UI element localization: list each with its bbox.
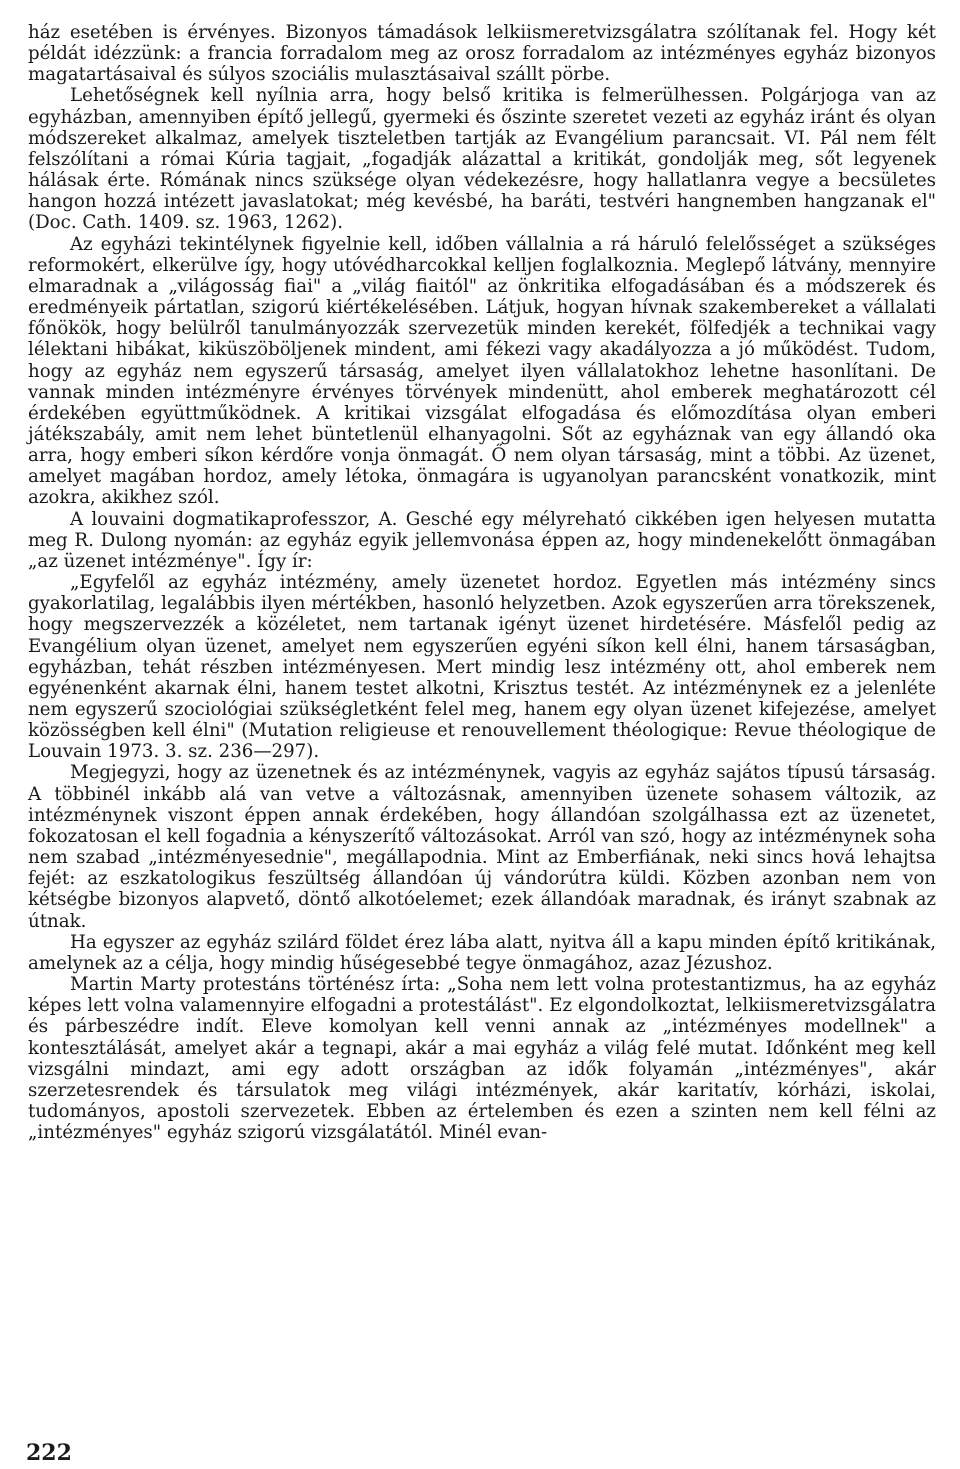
page-number: 222 (26, 1440, 72, 1466)
paragraph-7: Martin Marty protestáns történész írta: „Soha nem lett volna protestantizmus, ha az egyház képes lett volna valamennyire elfogadni a protestálást". Ez elgondolkoztat, lelkiismeretvizsgálatra és párbeszédre indít. Eleve komolyan kell venni annak az „intézményes modellnek" a kontesztálását, amelyet akár a tegnapi, akár a mai egyház a világ felé mutat. Időnként meg kell vizsgálni mindazt, ami egy adott országban az idők folyamán „intézményes", akár szerzetesrendek és társulatok meg világi intézmények, akár karitatív, kórházi, iskolai, tudományos, apostoli szervezetek. Ebben az értelemben és ezen a szinten nem kell félni az „intézményes" egyház szigorú vizsgálatától. Minél evan- (28, 974, 936, 1144)
paragraph-6: Ha egyszer az egyház szilárd földet érez lába alatt, nyitva áll a kapu minden építő kritikának, amelynek az a célja, hogy mindig hűségesebbé tegye önmagához, azaz Jézushoz. (28, 931, 936, 974)
paragraph-3: A louvaini dogmatikaprofesszor, A. Gesché egy mélyreható cikkében igen helyesen mutatta meg R. Dulong nyomán: az egyház egyik jellemvonása éppen az, hogy mindenekelőtt önmagában „az üzenet intézménye". Így ír: (28, 508, 936, 572)
paragraph-2: Az egyházi tekintélynek figyelnie kell, időben vállalnia a rá háruló felelősséget a szükséges reformokért, elkerülve így, hogy utóvédharcokkal kelljen foglalkoznia. Meglepő látvány, mennyire elmaradnak a „világosság fiai" a „világ fiaitól" az önkritika elfogadásában és a módszerek és eredményeik pártatlan, szigorú kiértékelésében. Látjuk, hogyan hívnak szakembereket a vállalati főnökök, hogy belülről tanulmányozzák szervezetük minden kerekét, fölfedjék a technikai vagy lélektani hibákat, kiküszöböljenek mindent, ami fékezi vagy akadályozza a jó működést. Tudom, hogy az egyház nem egyszerű társaság, amelyet ilyen vállalatokhoz lehetne hasonlítani. De vannak minden intézményre érvényes törvények mindenütt, ahol emberek meghatározott cél érdekében együttműködnek. A kritikai vizsgálat elfogadása és előmozdítása olyan emberi játékszabály, amit nem lehet büntetlenül elhanyagolni. Sőt az egyháznak van egy állandó oka arra, hogy emberi síkon kérdőre vonja önmagát. Ő nem olyan társaság, mint a többi. Az üzenet, amelyet magában hordoz, amely létoka, önmagára is ugyanolyan parancsként vonatkozik, mint azokra, akikhez szól. (28, 233, 936, 509)
paragraph-5: Megjegyzi, hogy az üzenetnek és az intézménynek, vagyis az egyház sajátos típusú társaság. A többinél inkább alá van vetve a változásnak, amennyiben üzenete sohasem változik, az intézménynek viszont éppen annak érdekében, hogy állandóan szolgálhassa ezt az üzenetet, fokozatosan el kell fogadnia a kényszerítő változásokat. Arról van szó, hogy az intézménynek soha nem szabad „intézményesednie", megállapodnia. Mint az Emberfiának, neki sincs hová lehajtsa fejét: az eszkatologikus feszültség állandóan új vándorútra küldi. Közben azonban nem von kétségbe bizonyos alapvető, döntő alkotóelemet; ezek állandóak maradnak, és irányt szabnak az útnak. (28, 762, 936, 932)
paragraph-4: „Egyfelől az egyház intézmény, amely üzenetet hordoz. Egyetlen más intézmény sincs gyakorlatilag, legalábbis ilyen mértékben, hasonló helyzetben. Azok egyszerűen arra törekszenek, hogy megszervezzék a közéletet, nem tartanak igényt üzenet hirdetésére. Másfelől pedig az Evangélium olyan üzenet, amelyet nem egyszerűen egyéni síkon kell élni, hanem társaságban, egyházban, tehát részben intézményesen. Mert mindig lesz intézmény ott, ahol emberek nem egyénenként akarnak élni, hanem testet alkotni, Krisztus testét. Az intézménynek ez a jelenléte nem egyszerű szociológiai szükségletként felel meg, hanem egy olyan üzenet kifejezése, amelyet közösségben kell élni" (Mutation religieuse et renouvellement théologique: Revue théologique de Louvain 1973. 3. sz. 236—297). (28, 572, 936, 763)
paragraph-1: Lehetőségnek kell nyílnia arra, hogy belső kritika is felmerülhessen. Polgárjoga van az egyházban, amennyiben építő jellegű, gyermeki és őszinte szeretet vezeti az egyház iránt és olyan módszereket alkalmaz, amelyek tiszteletben tartják az Evangélium parancsait. VI. Pál nem félt felszólítani a római Kúria tagjait, „fogadják alázattal a kritikát, gondolják meg, sőt legyenek hálásak érte. Rómának nincs szüksége olyan védekezésre, hogy hallatlanra vegye a becsületes hangon hozzá intézett javaslatokat; még kevésbé, ha baráti, testvéri hangnemben hangzanak el" (Doc. Cath. 1409. sz. 1963, 1262). (28, 85, 936, 234)
paragraph-0: ház esetében is érvényes. Bizonyos támadások lelkiismeretvizsgálatra szólítanak fel. Hogy két példát idézzünk: a francia forradalom meg az orosz forradalom az intézményes egyház bizonyos magatartásaival és súlyos szociális mulasztásaival szállt pörbe. (28, 22, 936, 86)
document-page (28, 22, 936, 1143)
